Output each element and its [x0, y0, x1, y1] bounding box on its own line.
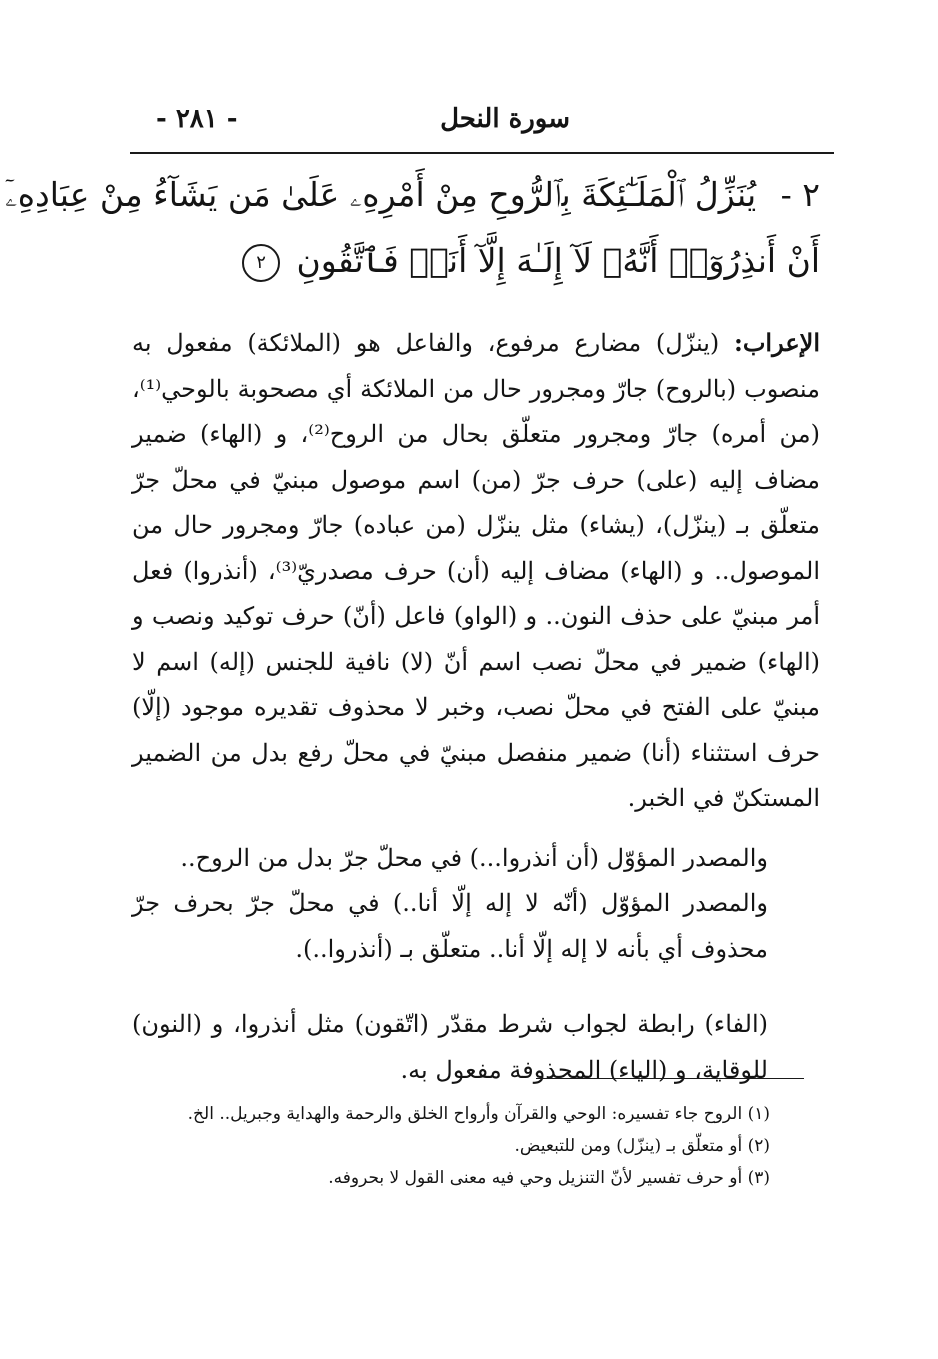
header-divider	[130, 152, 834, 154]
verse-line-1	[5, 162, 820, 228]
quran-verse	[5, 162, 820, 294]
page-header	[140, 92, 832, 152]
ayah-end-marker: ٢	[242, 244, 280, 282]
analysis-paragraph-4: (الفاء) رابطة لجواب شرط مقدّر (اتّقون) مثل أنذروا، و (النون) للوقاية، و (الياء) المحذوفة مفعول به.	[132, 1010, 768, 1084]
analysis-text: (ينزّل) مضارع مرفوع، والفاعل هو (الملائكة) مفعول به منصوب (بالروح) جارّ ومجرور حال من الملائكة أي مصحوبة بالوحي⁽¹⁾، (من أمره) جارّ ومجرور متعلّق بحال من الروح⁽²⁾، و (الهاء) ضمير مضاف إليه (على) حرف جرّ (من) اسم موصول مبنيّ في محلّ جرّ متعلّق بـ (ينزّل)، (يشاء) مثل ينزّل (من عباده) جارّ ومجرور حال من الموصول.. و (الهاء) مضاف إليه (أن) حرف مصدريّ⁽³⁾، (أنذروا) فعل أمر مبنيّ على حذف النون.. و (الواو) فاعل (أنّ) حرف توكيد ونصب و (الهاء) ضمير في محلّ نصب اسم أنّ (لا) نافية للجنس (إله) اسم لا مبنيّ على الفتح في محلّ نصب، وخبر لا محذوف تقديره موجود (إلّا) حرف استثناء (أنا) ضمير منفصل مبنيّ في محلّ رفع بدل من الضمير المستكنّ في الخبر.	[132, 329, 821, 812]
footnote-3: (٣) أو حرف تفسير لأنّ التنزيل وحي فيه معنى القول لا بحروفه.	[328, 1168, 770, 1188]
analysis-paragraph-1	[132, 320, 820, 822]
grammar-analysis	[132, 320, 820, 1093]
verse-text-2: أَنْ أَنذِرُوٓا۟ أَنَّهُۥ لَآ إِلَـٰهَ إِلَّآ أَنَا۠ فَٱتَّقُونِ	[296, 241, 820, 280]
footnotes	[150, 1098, 770, 1194]
footnote-2: (٢) أو متعلّق بـ (ينزّل) ومن للتبعيض.	[514, 1136, 770, 1156]
surah-title: سورة النحل	[440, 104, 570, 134]
verse-number: ٢ -	[780, 175, 820, 214]
footnote-divider	[536, 1078, 804, 1079]
analysis-paragraph-2: والمصدر المؤوّل (أن أنذروا...) في محلّ جرّ بدل من الروح..	[180, 843, 768, 872]
page-number: - ٢٨١ -	[156, 104, 238, 134]
analysis-label: الإعراب:	[733, 328, 820, 357]
verse-text-1: يُنَزِّلُ ٱلْمَلَـٰٓئِكَةَ بِٱلرُّوحِ مِنْ أَمْرِهِۦ عَلَىٰ مَن يَشَآءُ مِنْ عِبَادِهِۦٓ	[5, 175, 757, 214]
verse-line-2	[140, 228, 820, 294]
analysis-paragraph-3: والمصدر المؤوّل (أنّه لا إله إلّا أنا..) في محلّ جرّ بحرف جرّ محذوف أي بأنه لا إله إلّا أنا.. متعلّق بـ (أنذروا..).	[132, 889, 769, 963]
footnote-1: (١) الروح جاء تفسيره: الوحي والقرآن وأرواح الخلق والرحمة والهداية وجبريل.. الخ.	[187, 1104, 770, 1124]
